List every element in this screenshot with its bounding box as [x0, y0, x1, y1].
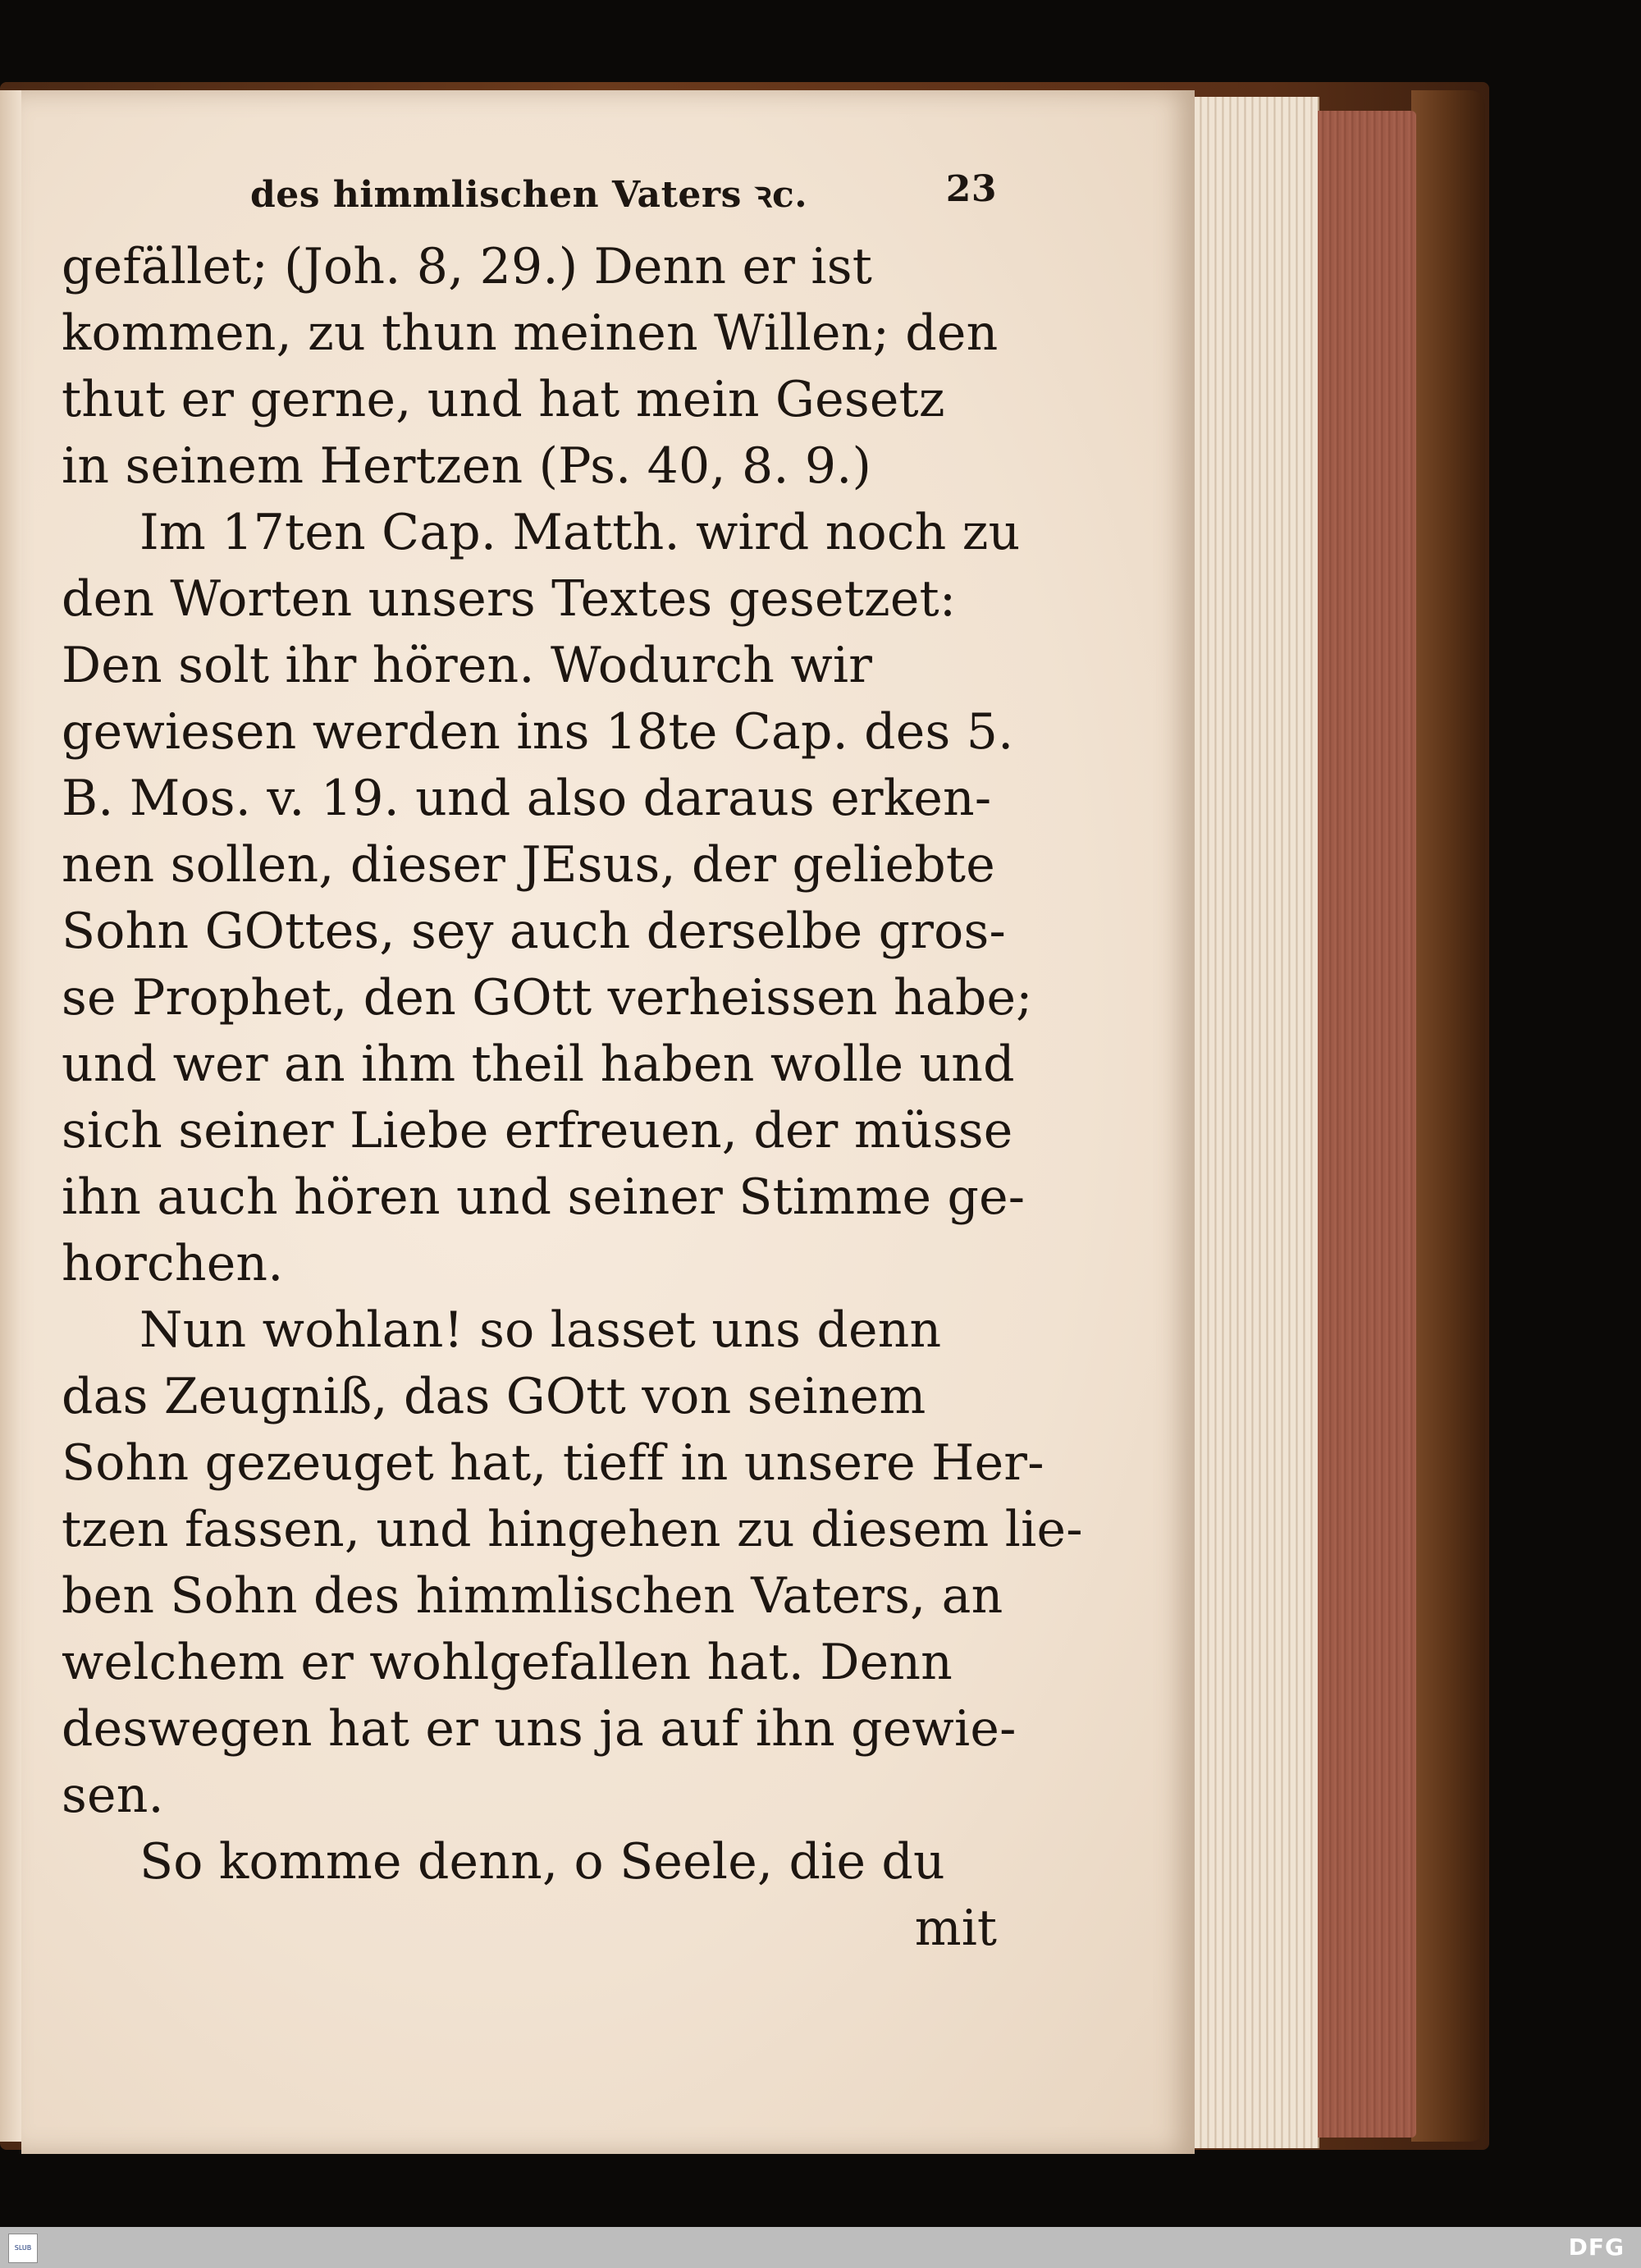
text-line: gefället; (Joh. 8, 29.) Denn er ist	[62, 238, 873, 295]
viewer-footer-bar	[0, 2227, 1641, 2268]
text-line: tzen fassen, und hingehen zu diesem lie-	[62, 1501, 1083, 1558]
text-line: das Zeugniß, das GOtt von seinem	[62, 1368, 926, 1425]
running-head	[62, 168, 997, 234]
library-logo-icon[interactable]: SLUB	[8, 2234, 38, 2263]
catchword: mit	[914, 1900, 997, 1957]
dfg-logo[interactable]: DFG	[1568, 2234, 1625, 2261]
text-line: welchem er wohlgefallen hat. Denn	[62, 1634, 953, 1691]
text-line: ben Sohn des himmlischen Vaters, an	[62, 1567, 1003, 1625]
red-fore-edge	[1318, 111, 1416, 2138]
text-line: thut er gerne, und hat mein Gesetz	[62, 371, 945, 428]
text-line: horchen.	[62, 1235, 284, 1292]
text-line: Den solt ihr hören. Wodurch wir	[62, 637, 873, 694]
text-line: Sohn GOttes, sey auch derselbe gros-	[62, 903, 1006, 960]
text-line: se Prophet, den GOtt verheissen habe;	[62, 969, 1033, 1027]
running-title: des himmlischen Vaters ꝛc.	[250, 174, 808, 216]
text-line: den Worten unsers Textes gesetzet:	[62, 570, 957, 628]
text-line: ihn auch hören und seiner Stimme ge-	[62, 1168, 1026, 1226]
text-line: Im 17ten Cap. Matth. wird noch zu	[139, 504, 1021, 561]
text-line: sen.	[62, 1767, 164, 1824]
text-line: deswegen hat er uns ja auf ihn gewie-	[62, 1700, 1017, 1758]
text-line: in seinem Hertzen (Ps. 40, 8. 9.)	[62, 437, 872, 495]
text-line: nen sollen, dieser JEsus, der geliebte	[62, 836, 995, 894]
page-number: 23	[945, 168, 997, 210]
text-line: So komme denn, o Seele, die du	[139, 1833, 945, 1891]
text-line: und wer an ihm theil haben wolle und	[62, 1036, 1015, 1093]
page-stack	[1195, 97, 1319, 2148]
text-line: gewiesen werden ins 18te Cap. des 5.	[62, 703, 1014, 761]
page-text	[62, 168, 1083, 1962]
previous-page-edge	[0, 90, 21, 2142]
cover-edge	[1411, 90, 1485, 2142]
text-line: sich seiner Liebe erfreuen, der müsse	[62, 1102, 1013, 1159]
text-line: B. Mos. v. 19. und also daraus erken-	[62, 770, 992, 827]
text-line: Nun wohlan! so lasset uns denn	[139, 1301, 942, 1359]
text-line: kommen, zu thun meinen Willen; den	[62, 304, 999, 362]
text-line: Sohn gezeuget hat, tieff in unsere Her-	[62, 1434, 1044, 1492]
